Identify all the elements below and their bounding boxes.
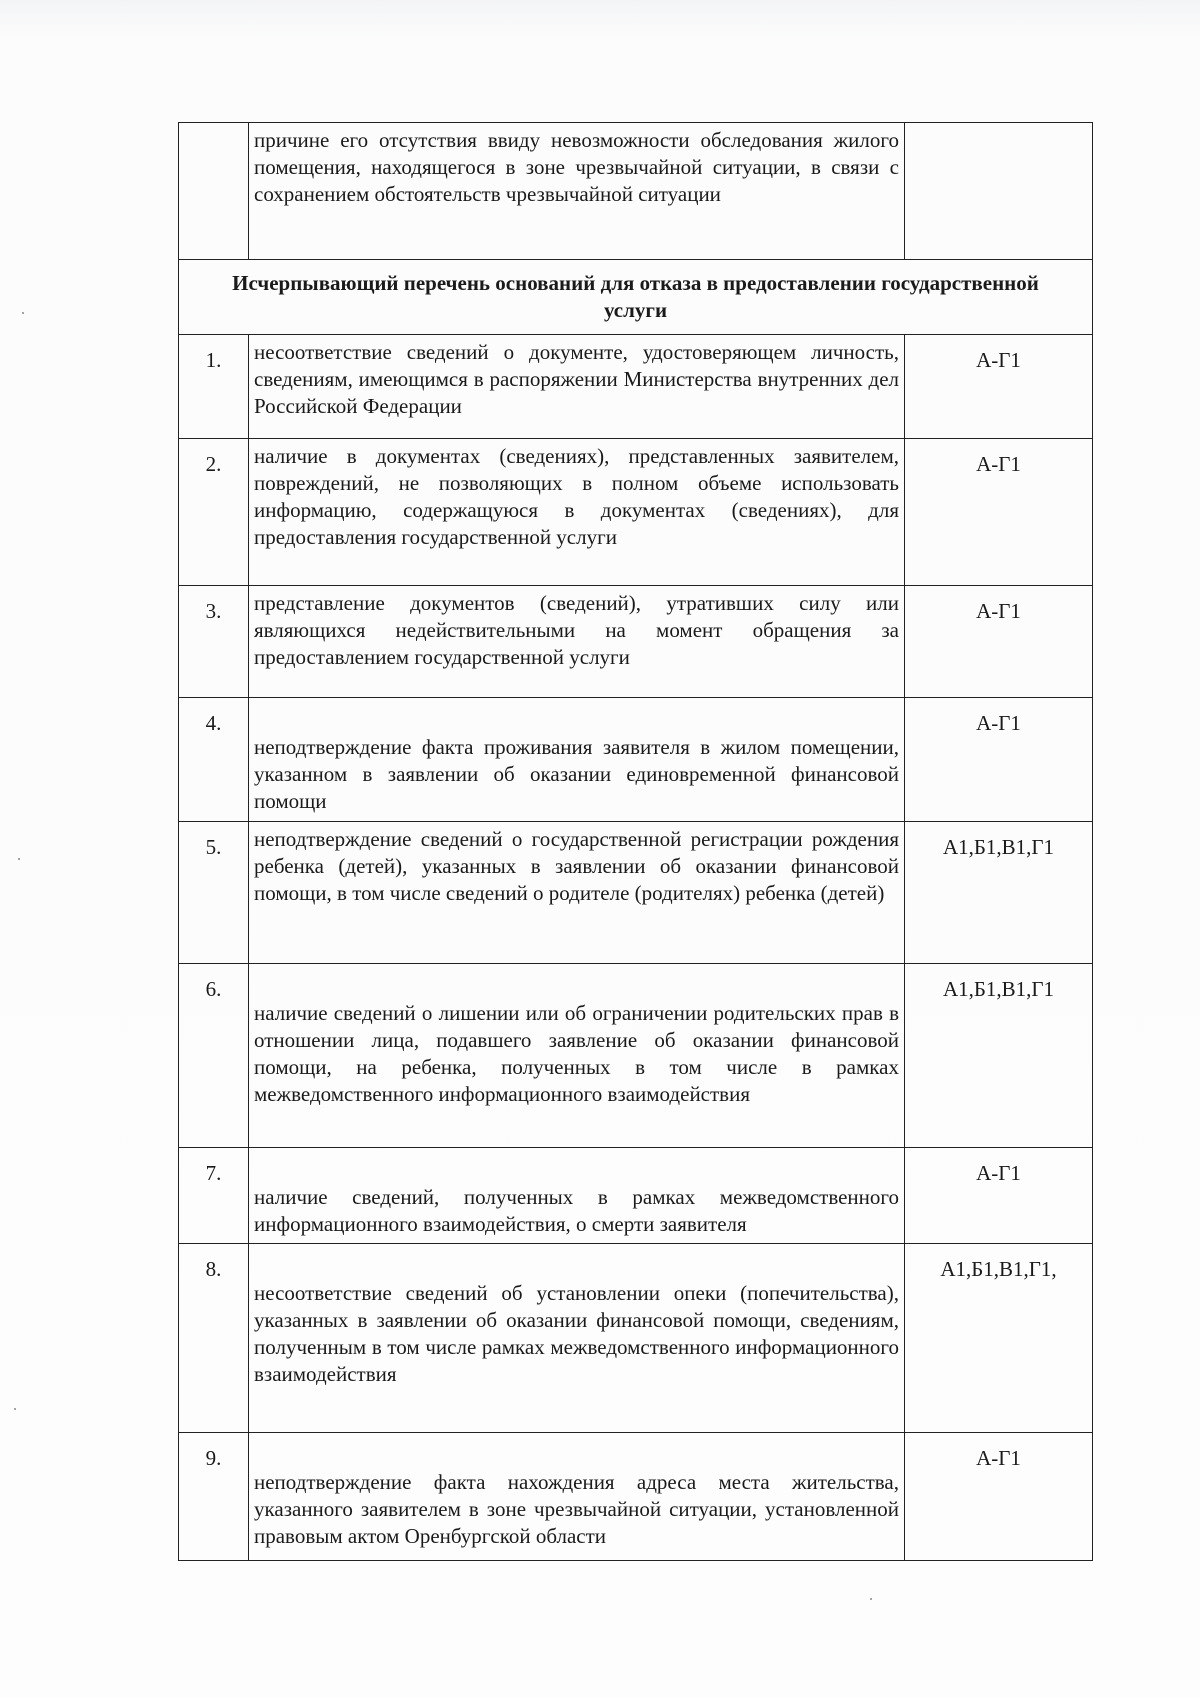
text-cell: причине его отсутствия ввиду невозможности обследования жилого помещения, находящегося в зоне чрезвычайной ситуации, в связи с сохранением обстоятельств чрезвычайной ситуации: [249, 123, 905, 260]
row-code: А-Г1: [905, 335, 1093, 439]
row-text: несоответствие сведений об установлении опеки (попечительства), указанных в заявлении об оказании финансовой помощи, сведениям, полученным в том числе рамках межведомственного информационного взаимодействия: [249, 1244, 905, 1433]
scan-speck: [22, 312, 24, 314]
row-code: А1,Б1,В1,Г1,: [905, 1244, 1093, 1433]
row-number: 7.: [179, 1148, 249, 1244]
table-row: [179, 439, 1093, 586]
row-number: 8.: [179, 1244, 249, 1433]
row-code: А-Г1: [905, 1148, 1093, 1244]
row-number: 4.: [179, 698, 249, 822]
table-row: [179, 586, 1093, 698]
row-number: 1.: [179, 335, 249, 439]
row-text: представление документов (сведений), утративших силу или являющихся недействительными на момент обращения за предоставлением государственной услуги: [249, 586, 905, 698]
row-text: наличие сведений, полученных в рамках межведомственного информационного взаимодействия, о смерти заявителя: [249, 1148, 905, 1244]
row-code: А-Г1: [905, 439, 1093, 586]
row-number: 6.: [179, 964, 249, 1148]
row-text: наличие в документах (сведениях), представленных заявителем, повреждений, не позволяющих в полном объеме использовать информацию, содержащуюся в документах (сведениях), для предоставления государственной услуги: [249, 439, 905, 586]
code-cell: [905, 123, 1093, 260]
table-row: [179, 123, 1093, 260]
row-code: А-Г1: [905, 586, 1093, 698]
scan-speck: [18, 858, 20, 860]
row-text: неподтверждение сведений о государственной регистрации рождения ребенка (детей), указанных в заявлении об оказании финансовой помощи, в том числе сведений о родителе (родителях) ребенка (детей): [249, 822, 905, 964]
table-row: [179, 698, 1093, 822]
grounds-table: [178, 122, 1093, 1561]
table-row: [179, 1433, 1093, 1561]
table-row: [179, 822, 1093, 964]
row-text: неподтверждение факта проживания заявителя в жилом помещении, указанном в заявлении об оказании единовременной финансовой помощи: [249, 698, 905, 822]
section-heading-row: [179, 260, 1093, 335]
table-row: [179, 1244, 1093, 1433]
table-row: [179, 964, 1093, 1148]
scan-speck: [870, 1598, 872, 1600]
row-text: неподтверждение факта нахождения адреса места жительства, указанного заявителем в зоне чрезвычайной ситуации, установленной правовым актом Оренбургской области: [249, 1433, 905, 1561]
row-number: 2.: [179, 439, 249, 586]
row-code: А-Г1: [905, 1433, 1093, 1561]
table-row: [179, 1148, 1093, 1244]
row-code: А-Г1: [905, 698, 1093, 822]
row-number: 3.: [179, 586, 249, 698]
row-text: несоответствие сведений о документе, удостоверяющем личность, сведениям, имеющимся в распоряжении Министерства внутренних дел Российской Федерации: [249, 335, 905, 439]
num-cell: [179, 123, 249, 260]
row-code: А1,Б1,В1,Г1: [905, 964, 1093, 1148]
row-text: наличие сведений о лишении или об ограничении родительских прав в отношении лица, подавшего заявление об оказании финансовой помощи, на ребенка, полученных в том числе в рамках межведомственного информационного взаимодействия: [249, 964, 905, 1148]
scan-speck: [14, 1408, 16, 1410]
section-heading: Исчерпывающий перечень оснований для отказа в предоставлении государственной услуги: [179, 260, 1093, 335]
row-number: 5.: [179, 822, 249, 964]
row-number: 9.: [179, 1433, 249, 1561]
table-row: [179, 335, 1093, 439]
row-code: А1,Б1,В1,Г1: [905, 822, 1093, 964]
